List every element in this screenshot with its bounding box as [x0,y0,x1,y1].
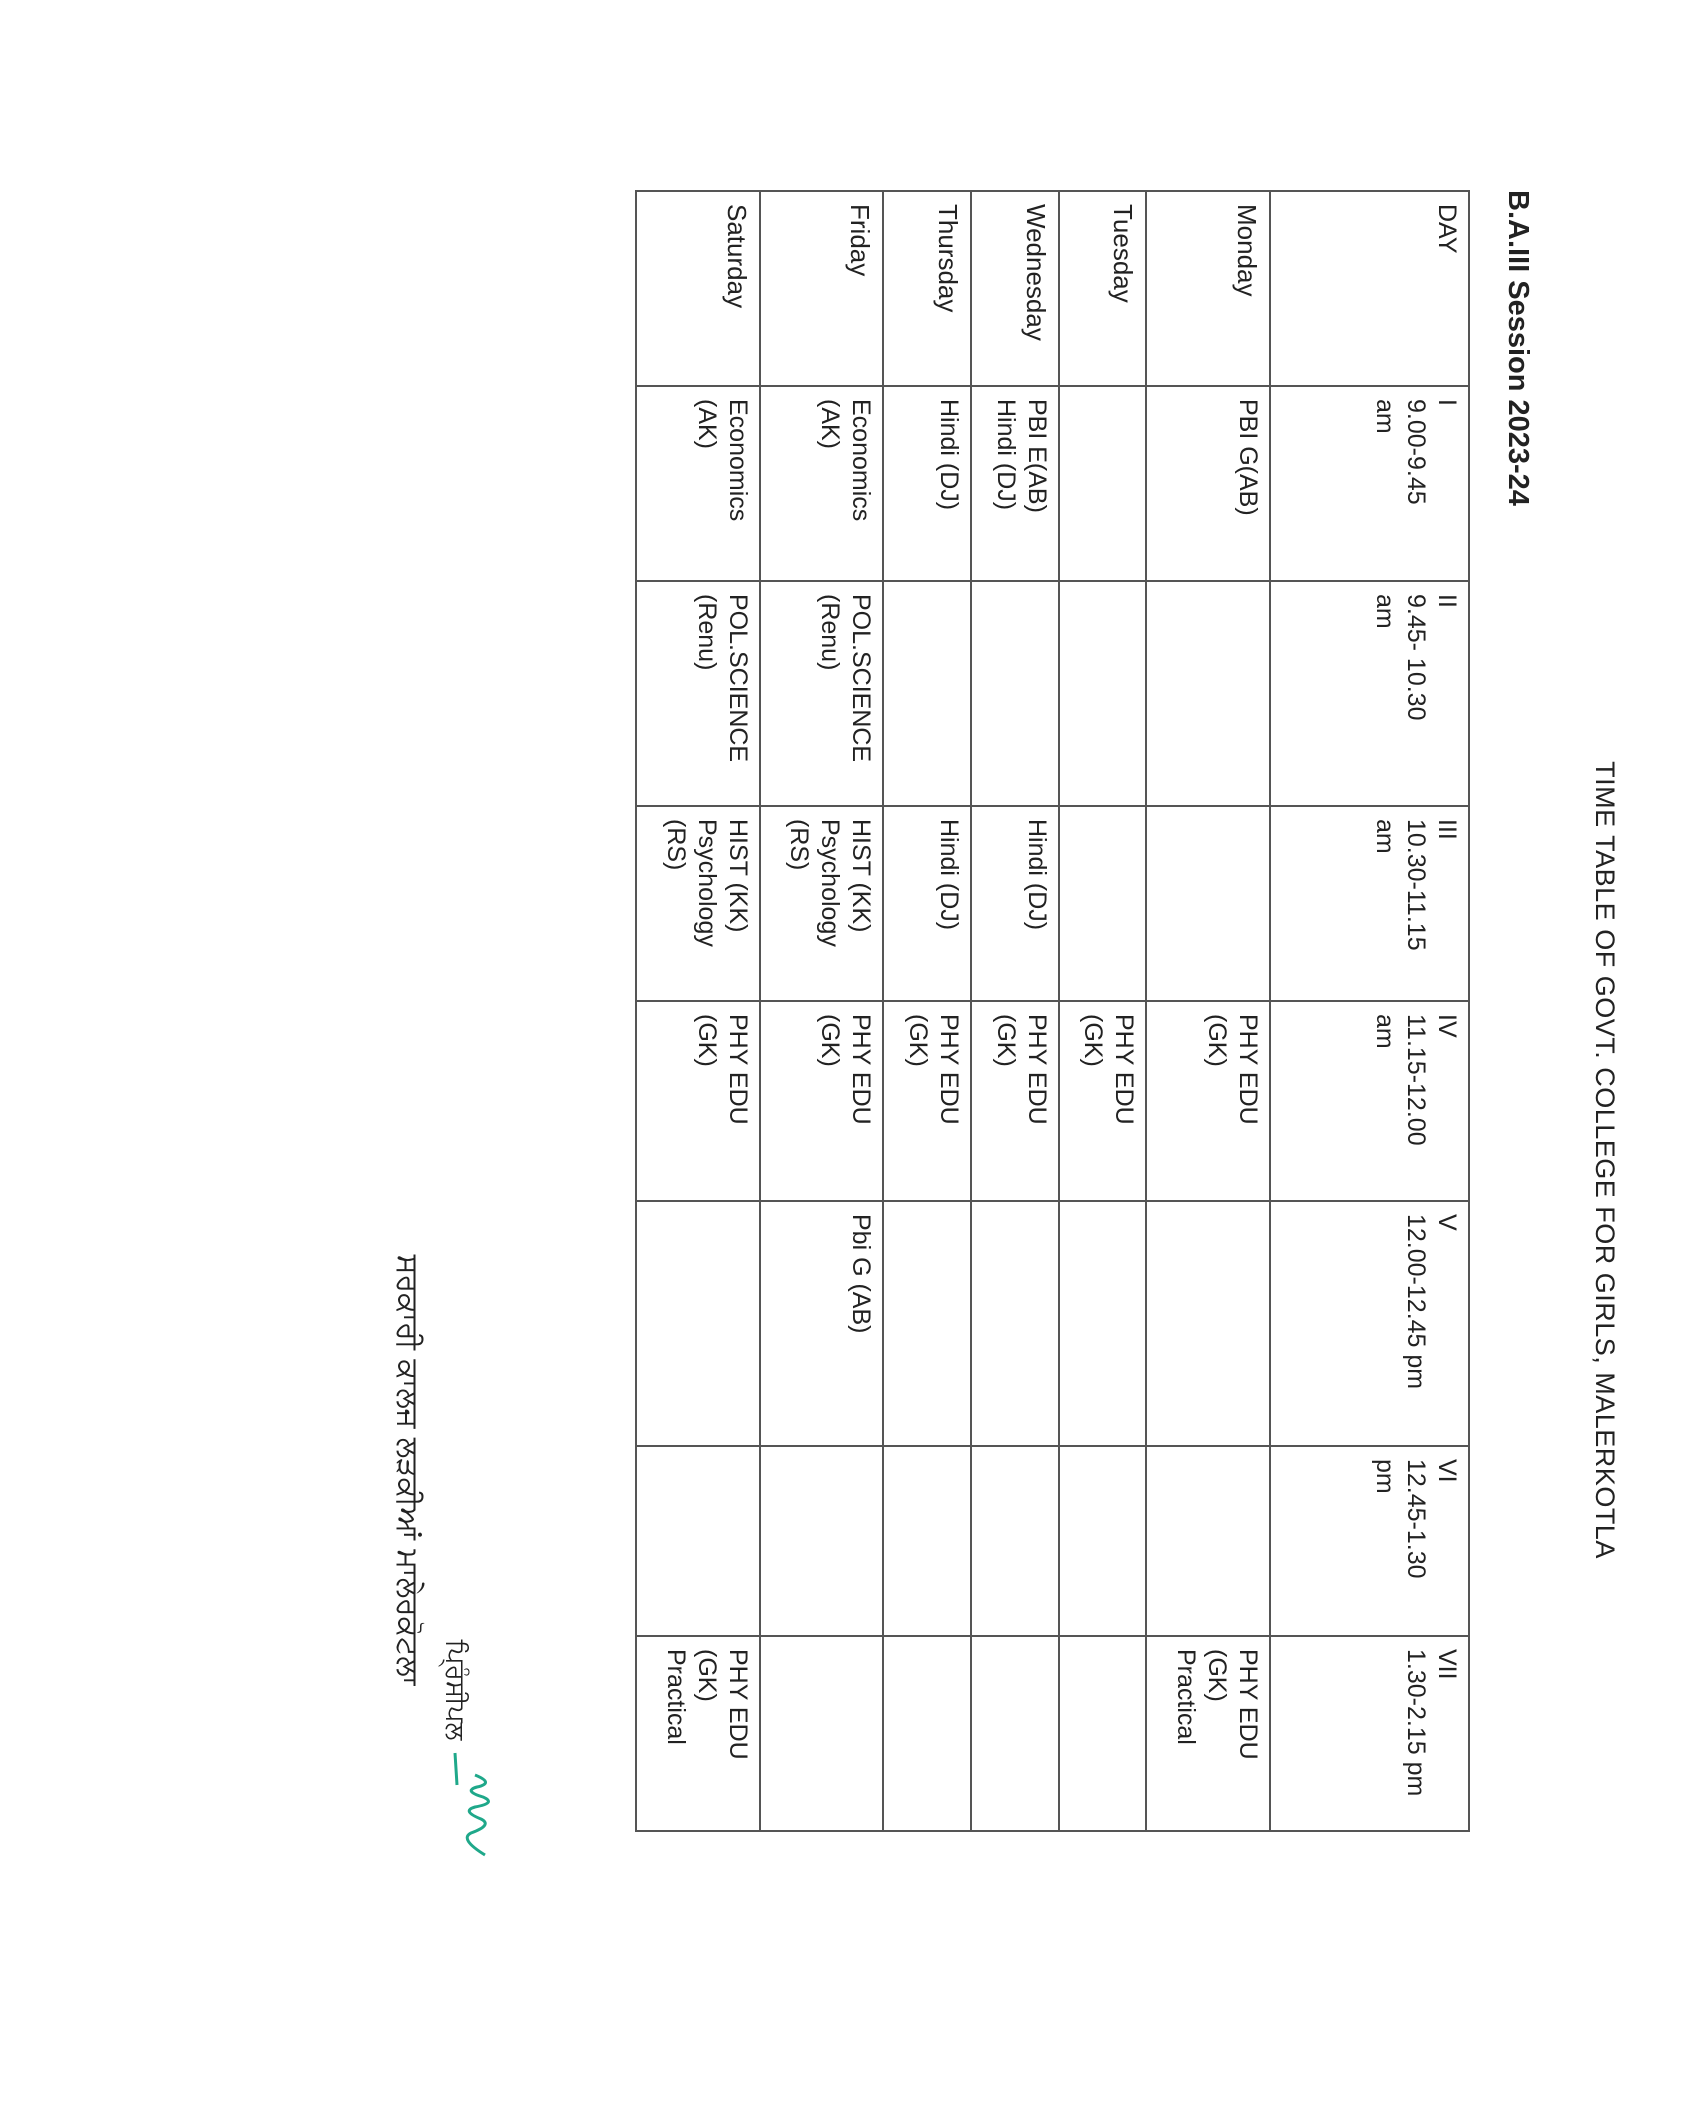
period-cell [760,1446,884,1636]
period-cell [760,1201,884,1446]
period-cell [636,1001,760,1201]
day-cell [971,191,1059,386]
timetable [635,190,1470,1832]
subject-line: (GK) [816,1014,845,1067]
period-cell [1146,806,1270,1001]
period-time: 11.15-12.00 [1402,1014,1430,1146]
subject-line: (GK) [692,1649,721,1702]
period-cell [1059,1636,1147,1831]
subject-line: (GK) [1203,1014,1231,1067]
subject-line: Hindi (DJ) [991,399,1020,511]
period-cell [1059,386,1147,581]
table-row [760,191,884,1831]
period-num: V [1433,1214,1461,1231]
day-label: Thursday [932,204,963,313]
principal-designation: ਪ੍ਰਿੰਸੀਪਲ [440,1639,470,1741]
period-cell [883,386,971,581]
header-period-7 [1270,1636,1469,1831]
subject-line: POL.SCIENCE [723,594,752,763]
day-cell [1146,191,1270,386]
subject-line: PHY EDU [723,1014,752,1125]
subject-line: (Renu) [816,594,845,671]
subject-line: PHY EDU [847,1014,876,1125]
period-cell [760,581,884,806]
period-time: 12.00-12.45 pm [1402,1214,1430,1390]
subject-line: (GK) [903,1014,932,1067]
table-row [971,191,1059,1831]
subject-line: PBI E(AB) [1022,399,1051,513]
subject-line: PHY EDU [1234,1649,1262,1760]
header-period-5 [1270,1201,1469,1446]
period-cell [971,1001,1059,1201]
day-cell [760,191,884,386]
period-num: I [1433,399,1461,406]
subject-line: POL.SCIENCE [847,594,876,763]
header-period-3 [1270,806,1469,1001]
period-cell [1059,1001,1147,1201]
subject-line: (GK) [692,1014,721,1067]
period-cell [1059,806,1147,1001]
subject-line: Practical [661,1649,690,1745]
period-cell [883,806,971,1001]
period-cell [1146,1001,1270,1201]
period-cell [1146,581,1270,806]
subject-line: Psychology [816,819,845,947]
header-day-label: DAY [1433,204,1461,254]
subject-line: (RS) [785,819,814,871]
subject-line: PHY EDU [1022,1014,1051,1125]
period-time2: am [1371,819,1399,854]
period-time2: pm [1371,1459,1399,1494]
period-cell [1146,1636,1270,1831]
period-cell [636,581,760,806]
period-num: III [1433,819,1461,840]
subject-line: PHY EDU [1110,1014,1139,1125]
subject-line: Hindi (DJ) [1022,819,1051,931]
period-cell [971,1446,1059,1636]
period-cell [971,1636,1059,1831]
period-cell [1059,581,1147,806]
period-cell [636,386,760,581]
period-cell [971,806,1059,1001]
day-cell [636,191,760,386]
day-cell [883,191,971,386]
period-cell [971,386,1059,581]
period-cell [971,581,1059,806]
period-cell [636,1636,760,1831]
principal-signature [435,1745,505,1865]
session-subtitle: B.A.III Session 2023-24 [1502,190,1534,506]
subject-line: PHY EDU [1234,1014,1262,1125]
subject-line: HIST (KK) [847,819,876,933]
period-time: 10.30-11.15 [1402,819,1430,951]
period-num: IV [1433,1014,1461,1038]
period-cell [636,1446,760,1636]
day-label: Friday [845,204,876,277]
day-label: Saturday [721,204,752,309]
period-time2: am [1371,1014,1399,1049]
period-cell [760,1001,884,1201]
period-cell [883,1636,971,1831]
period-num: VII [1433,1649,1461,1680]
subject-line: HIST (KK) [723,819,752,933]
period-time: 9.45- 10.30 [1402,594,1430,721]
period-cell [1146,386,1270,581]
period-time: 1.30-2.15 pm [1402,1649,1430,1797]
period-num: VI [1433,1459,1461,1483]
period-cell [636,806,760,1001]
period-cell [883,1001,971,1201]
table-row [636,191,760,1831]
subject-line: Psychology [692,819,721,947]
day-label: Wednesday [1020,204,1051,341]
period-time: 9.00-9.45 [1402,399,1430,505]
subject-line: (GK) [991,1014,1020,1067]
subject-line: (GK) [1203,1649,1231,1702]
period-cell [636,1201,760,1446]
period-cell [1059,1446,1147,1636]
subject-line: (AK) [816,399,845,449]
header-period-4 [1270,1001,1469,1201]
subject-line: Economics [723,399,752,522]
table-row [1146,191,1270,1831]
day-label: Tuesday [1108,204,1139,303]
header-period-6 [1270,1446,1469,1636]
subject-line: Economics [847,399,876,522]
period-cell [1146,1201,1270,1446]
subject-line: PBI G(AB) [1234,399,1262,516]
subject-line: (Renu) [692,594,721,671]
table-row [883,191,971,1831]
period-cell [971,1201,1059,1446]
period-cell [1059,1201,1147,1446]
subject-line: (GK) [1079,1014,1108,1067]
period-num: II [1433,594,1461,608]
table-row [1059,191,1147,1831]
subject-line: (AK) [692,399,721,449]
period-cell [883,1446,971,1636]
header-period-2 [1270,581,1469,806]
day-cell [1059,191,1147,386]
period-cell [1146,1446,1270,1636]
period-time2: am [1371,399,1399,434]
header-period-1 [1270,386,1469,581]
subject-line: Hindi (DJ) [934,399,963,511]
period-cell [760,386,884,581]
period-cell [760,1636,884,1831]
document-title: TIME TABLE OF GOVT. COLLEGE FOR GIRLS, MALERKOTLA [1590,761,1620,1559]
timetable-sheet [380,190,1620,1950]
college-office-name: ਸਰਕਾਰੀ ਕਾਲਜ ਲੜਕੀਆਂ ਮਾਲੇਰਕੋਟਲਾ [390,1254,425,1686]
period-time: 12.45-1.30 [1402,1459,1430,1579]
period-cell [883,581,971,806]
header-row [1270,191,1469,1831]
subject-line: (RS) [661,819,690,871]
period-time2: am [1371,594,1399,629]
subject-line: PHY EDU [934,1014,963,1125]
period-cell [760,806,884,1001]
subject-line: Pbi G (AB) [847,1214,876,1334]
period-cell [883,1201,971,1446]
subject-line: Practical [1172,1649,1200,1745]
subject-line: Hindi (DJ) [934,819,963,931]
day-label: Monday [1232,204,1262,297]
subject-line: PHY EDU [723,1649,752,1760]
header-day [1270,191,1469,386]
